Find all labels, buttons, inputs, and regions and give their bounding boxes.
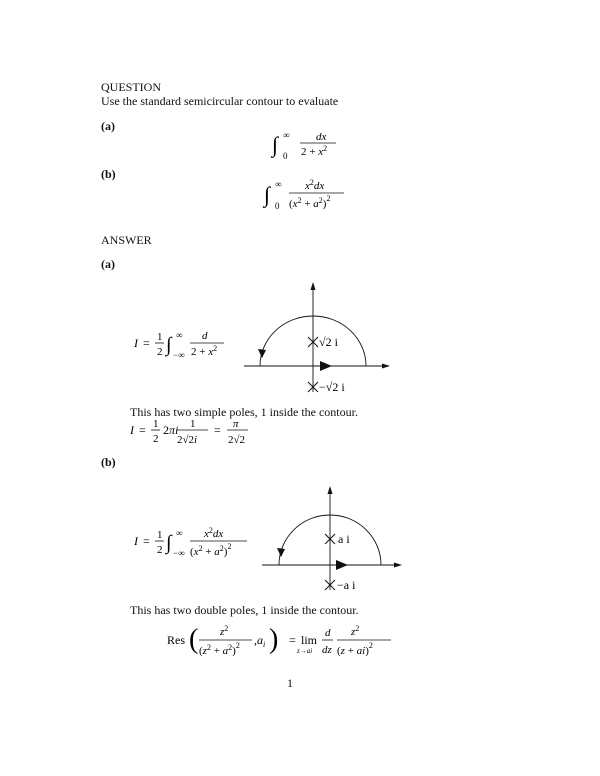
svg-text:=: = <box>289 633 296 647</box>
svg-text:∞: ∞ <box>283 130 290 140</box>
svg-text:2 + x2: $2 + x^2$ <box>301 144 328 158</box>
integral-a-formula <box>270 126 360 162</box>
svg-text:2 + x2: $2 + x^2$ <box>191 344 218 358</box>
svg-text:(: ( <box>189 624 199 655</box>
svg-text:I: I <box>134 534 138 548</box>
svg-text:=: = <box>139 423 146 437</box>
svg-text:0: 0 <box>283 151 288 161</box>
svg-text:(z + ai)2: (z + ai)$^2$ <box>337 641 373 657</box>
pole-lower-label: −√2 i <box>319 380 345 394</box>
svg-text:=: = <box>214 423 221 437</box>
svg-text:d: d <box>325 627 331 639</box>
svg-text:2: 2 <box>153 433 159 445</box>
svg-text:1: 1 <box>157 529 163 541</box>
svg-text:2πi: 2πi <box>163 423 179 437</box>
svg-text:I: I <box>134 336 138 350</box>
contour-axis-arrow <box>320 361 332 371</box>
imaginary-axis <box>311 282 316 392</box>
contour-axis-arrow <box>336 560 348 570</box>
svg-text:1: 1 <box>157 331 163 343</box>
svg-text:I: I <box>130 423 134 437</box>
answer-b-integral-formula <box>132 524 257 564</box>
svg-text:=: = <box>143 534 150 548</box>
contour-diagram-a <box>240 282 390 394</box>
svg-text:dz: dz <box>322 644 332 656</box>
contour-diagram-b <box>258 486 406 592</box>
answer-b-residue-formula <box>165 620 405 664</box>
page-number: 1 <box>287 676 293 690</box>
svg-text:2√2: 2√2 <box>228 434 246 446</box>
svg-text:∫: ∫ <box>264 182 271 207</box>
svg-text:1: 1 <box>190 418 196 430</box>
pole-upper-label: a i <box>338 532 350 546</box>
answer-b-explanation: This has two double poles, 1 inside the contour. <box>130 603 359 617</box>
answer-a-explanation: This has two simple poles, 1 inside the contour. <box>130 405 358 419</box>
svg-text:∞: ∞ <box>176 330 183 340</box>
svg-text:1: 1 <box>153 418 159 430</box>
svg-text:(x2 + a2)2: $(x^2 + a^2)^2$ <box>289 194 331 210</box>
svg-text:∫: ∫ <box>272 132 279 157</box>
pole-upper-label: √2 i <box>319 335 338 349</box>
svg-text:(z2 + a2)2: $(z^2 + a^2)^2$ <box>199 641 240 657</box>
svg-text:z2: $z^2$ <box>351 624 360 638</box>
answer-heading: ANSWER <box>101 233 152 247</box>
svg-text:2: 2 <box>157 346 163 358</box>
svg-text:): ) <box>269 624 279 655</box>
svg-text:lim: lim <box>301 633 318 647</box>
svg-text:(x2 + a2)2: $(x^2 + a^2)^2$ <box>190 542 232 558</box>
question-part-a-label: (a) <box>101 119 115 133</box>
svg-text:2: 2 <box>157 544 163 556</box>
contour-arc-arrow <box>258 349 266 358</box>
svg-text:x2dx: $x^2dx$ <box>204 526 224 540</box>
answer-a-integral-formula <box>132 326 232 366</box>
svg-text:∫: ∫ <box>166 532 172 554</box>
svg-text:π: π <box>233 418 239 430</box>
svg-text:−∞: −∞ <box>173 548 185 558</box>
contour-arc-arrow <box>277 548 285 557</box>
integral-b-formula <box>262 174 372 214</box>
svg-text:d: d <box>202 330 208 342</box>
answer-part-b-label: (b) <box>101 455 116 469</box>
svg-text:0: 0 <box>275 201 280 211</box>
svg-text:dx: dx <box>316 131 327 143</box>
svg-text:x2dx: $x^2dx$ <box>305 178 325 192</box>
svg-text:∫: ∫ <box>166 334 172 356</box>
svg-text:∞: ∞ <box>176 528 183 538</box>
answer-a-residue-formula <box>128 416 258 448</box>
svg-text:z→ai: z→ai <box>297 647 313 655</box>
svg-text:2√2i: 2√2i <box>177 434 198 446</box>
imaginary-axis <box>328 486 333 590</box>
svg-text:−∞: −∞ <box>173 350 185 360</box>
svg-text:Res: Res <box>167 633 185 647</box>
svg-text:z2: $z^2$ <box>220 624 229 638</box>
question-part-b-label: (b) <box>101 167 116 181</box>
svg-text:=: = <box>143 336 150 350</box>
pole-lower-label: −a i <box>337 578 356 592</box>
svg-text:∞: ∞ <box>275 179 282 189</box>
real-axis <box>244 364 390 369</box>
svg-text:,ai: $,a_i$ <box>254 633 266 649</box>
question-prompt: Use the standard semicircular contour to evaluate <box>101 94 339 108</box>
question-heading: QUESTION <box>101 80 161 94</box>
answer-part-a-label: (a) <box>101 257 115 271</box>
